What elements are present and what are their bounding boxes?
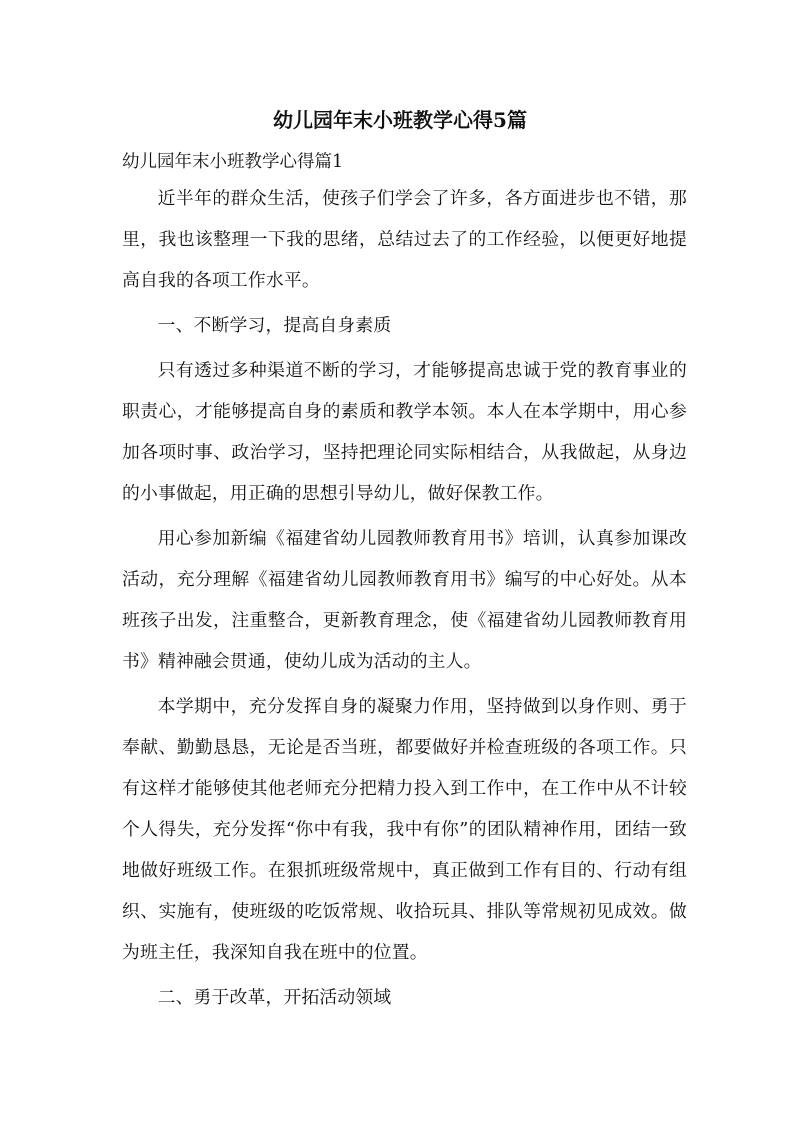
document-body [122,178,687,1022]
paragraph-study: 只有透过多种渠道不断的学习，才能够提高忠诚于党的教育事业的职责心，才能够提高自身的素质和教学本领。本人在本学期中，用心参加各项时事、政治学习，坚持把理论同实际相结合，从我做起，从身边的小事做起，用正确的思想引导幼儿，做好保教工作。 [122,360,687,504]
paragraph-training: 用心参加新编《福建省幼儿园教师教育用书》培训，认真参加课改活动，充分理解《福建省幼儿园教师教育用书》编写的中心好处。从本班孩子出发，注重整合，更新教育理念，使《福建省幼儿园教师教育用书》精神融会贯通，使幼儿成为活动的主人。 [122,528,687,672]
section-heading-1: 一、不断学习，提高自身素质 [157,315,392,336]
section-heading-2: 二、勇于改革，开拓活动领域 [157,987,392,1008]
document-subtitle: 幼儿园年末小班教学心得篇1 [122,152,344,172]
paragraph-class-work: 本学期中，充分发挥自身的凝聚力作用，坚持做到以身作则、勇于奉献、勤勤恳恳，无论是否当班，都要做好并检查班级的各项工作。只有这样才能够使其他老师充分把精力投入到工作中，在工作中从不计较个人得失，充分发挥“你中有我，我中有你”的团队精神作用，团结一致地做好班级工作。在狠抓班级常规中，真正做到工作有目的、行动有组织、实施有，使班级的吃饭常规、收拾玩具、排队等常规初见成效。做为班主任，我深知自我在班中的位置。 [122,696,687,963]
document-title: 幼儿园年末小班教学心得5篇 [273,108,527,132]
paragraph-intro: 近半年的群众生活，使孩子们学会了许多，各方面进步也不错，那里，我也该整理一下我的思绪，总结过去了的工作经验，以便更好地提高自我的各项工作水平。 [122,188,687,291]
